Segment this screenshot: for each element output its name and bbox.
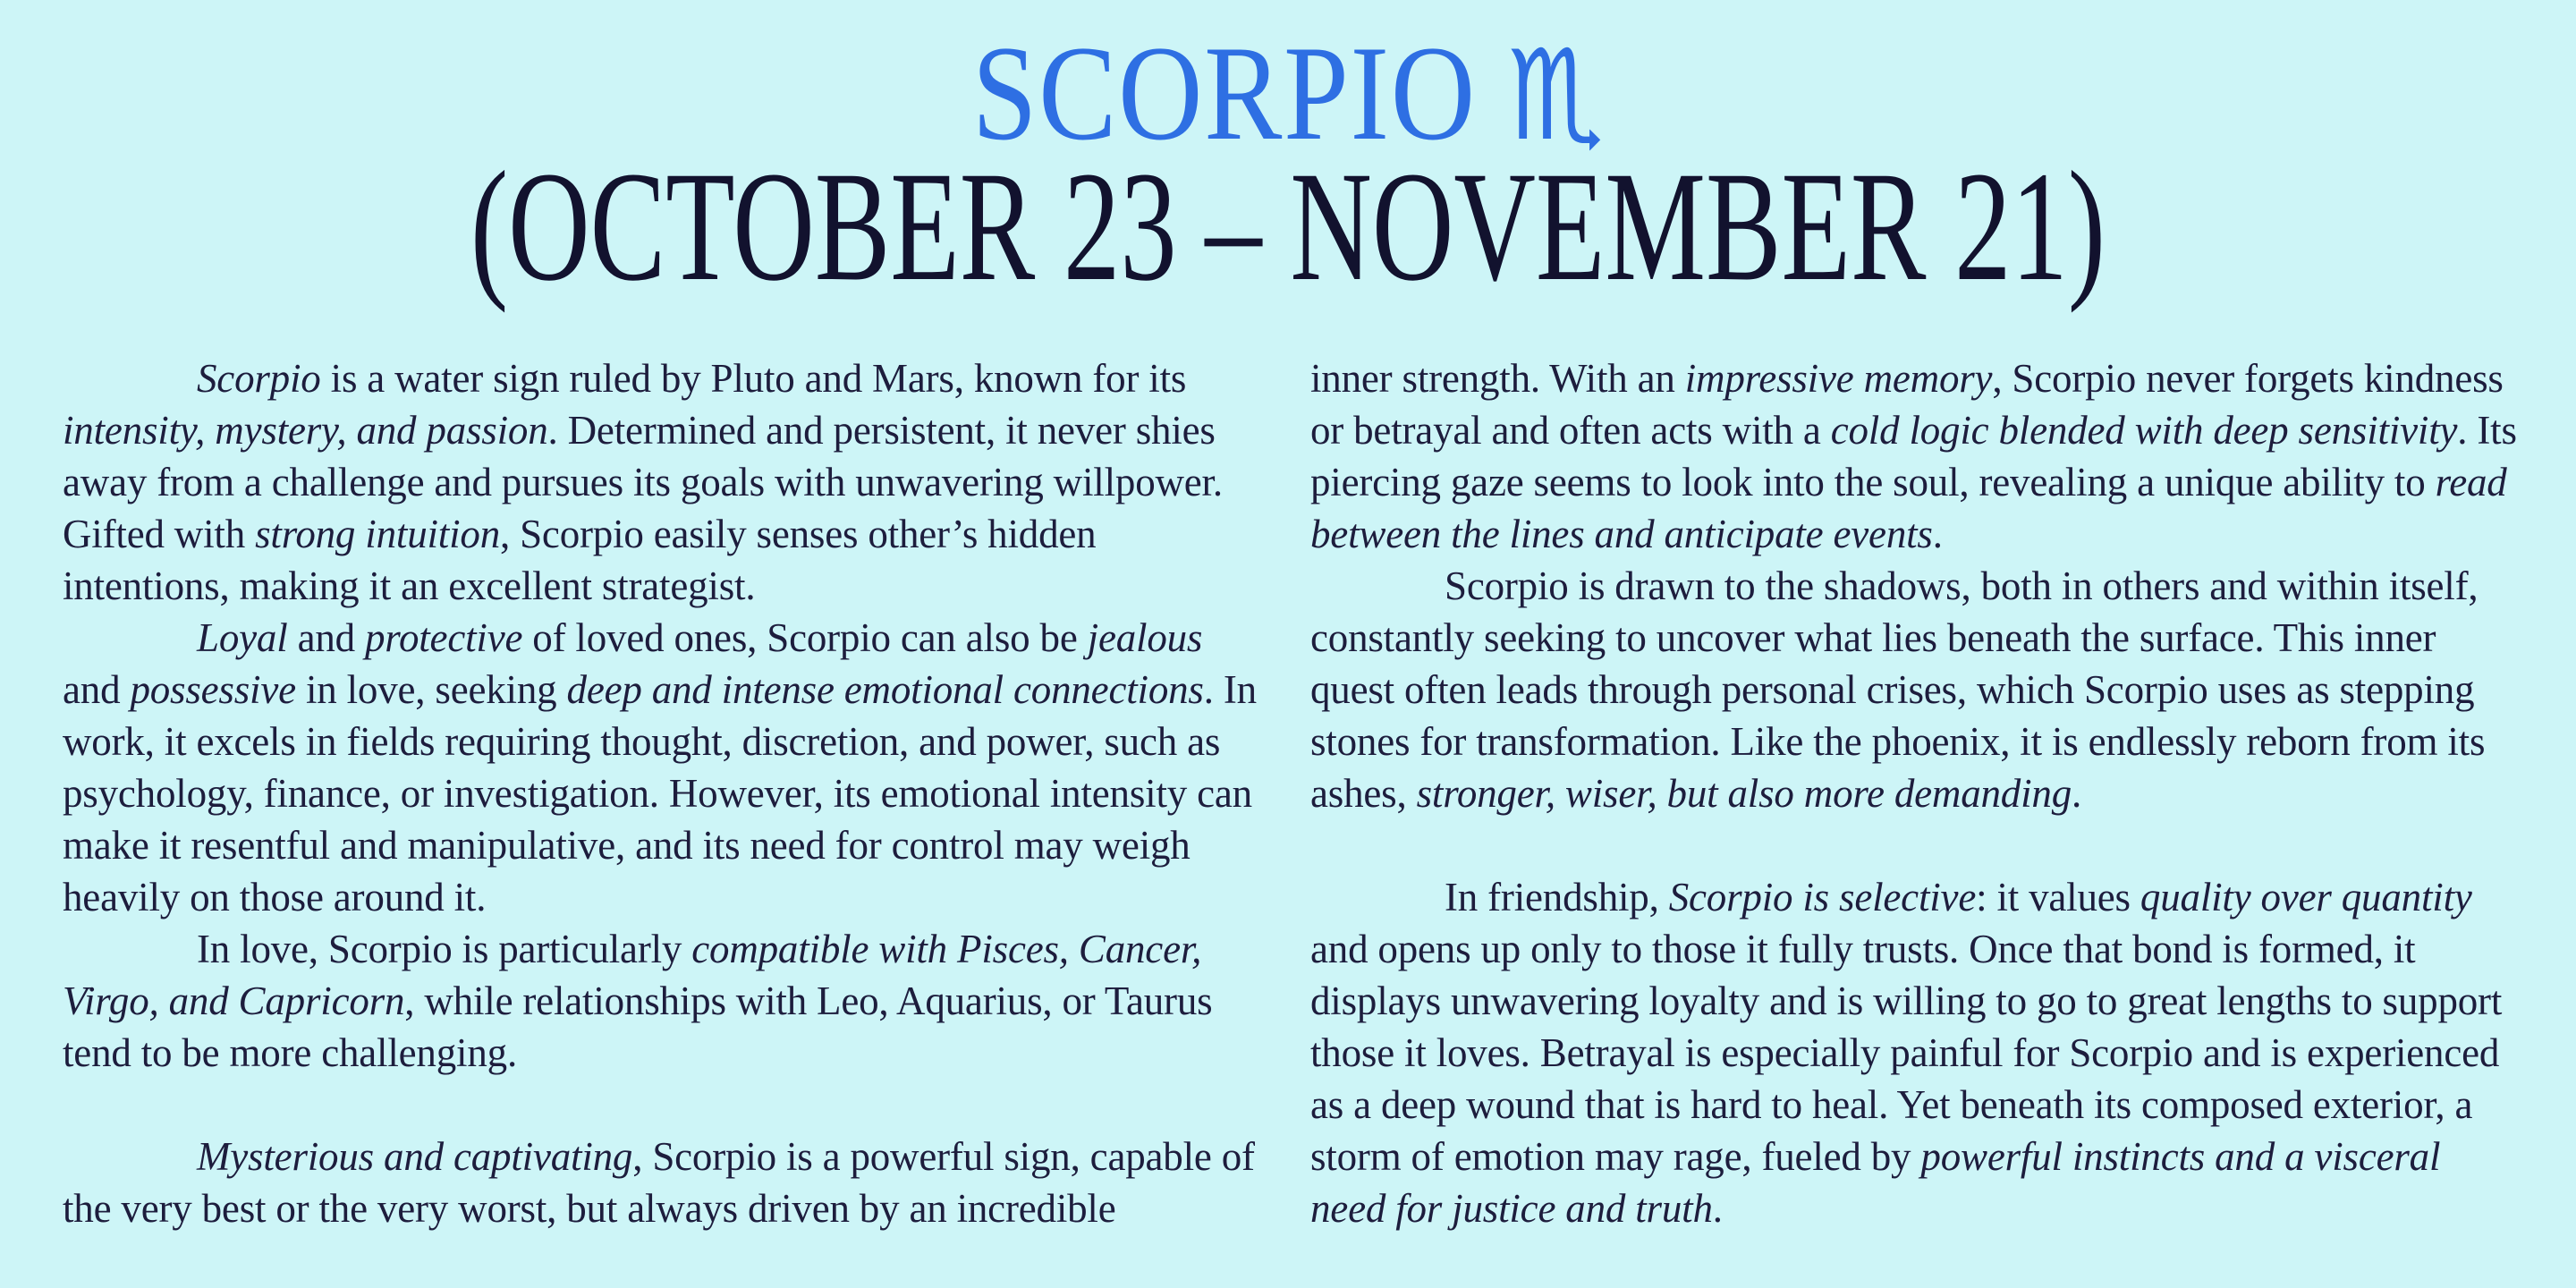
left-column — [63, 352, 1260, 1234]
paragraph-intro: Scorpio is a water sign ruled by Pluto and Mars, known for its intensity, mystery, and passion. Determined and persistent, it never shies away from a challenge and pursues its goals with unwavering willpower. Gifted with strong intuition, Scorpio easily senses other’s hidden intentions, making it an excellent strategist. — [63, 356, 1223, 608]
article-body — [0, 352, 2576, 1234]
title-text: SCORPIO — [971, 18, 1477, 168]
paragraph-mysterious: Mysterious and captivating, Scorpio is a powerful sign, capable of the very best or the very worst, but always driven by an incredible — [63, 1134, 1255, 1231]
date-range-subtitle: (OCTOBER 23 – NOVEMBER 21) — [470, 140, 2106, 314]
paragraph-inner-strength: inner strength. With an impressive memory, Scorpio never forgets kindness or betrayal and often acts with a cold logic blended with deep sensitivity. Its piercing gaze seems to look into the soul, revealing a unique ability to read between the lines and anticipate events. — [1310, 356, 2517, 556]
paragraph-shadows: Scorpio is drawn to the shadows, both in others and within itself, constantly seeking to uncover what lies beneath the surface. This inner quest often leads through personal crises, which Scorpio uses as stepping stones for transformation. Like the phoenix, it is endlessly reborn from its ashes, stronger, wiser, but also more demanding. — [1310, 564, 2486, 816]
paragraph-friendship: In friendship, Scorpio is selective: it values quality over quantity and opens up only to those it fully trusts. Once that bond is formed, it displays unwavering loyalty and is willing to go to great lengths to support those it loves. Betrayal is especially painful for Scorpio and is experienced as a deep wound that is hard to heal. Yet beneath its composed exterior, a storm of emotion may rage, fueled by powerful instincts and a visceral need for justice and truth. — [1310, 875, 2503, 1231]
paragraph-love-work: Loyal and protective of loved ones, Scorpio can also be jealous and possessive in love, seeking deep and intense emotional connections. In work, it excels in fields requiring thought, discretion, and power, such as psychology, finance, or investigation. However, its emotional intensity can make it resentful and manipulative, and its need for control may weigh heavily on those around it. — [63, 615, 1257, 919]
scorpio-symbol-icon: ♏ — [1507, 23, 1605, 169]
article-header — [0, 0, 2576, 314]
paragraph-compatibility: In love, Scorpio is particularly compatible with Pisces, Cancer, Virgo, and Capricorn, while relationships with Leo, Aquarius, or Taurus tend to be more challenging. — [63, 927, 1213, 1075]
right-column — [1310, 352, 2524, 1234]
